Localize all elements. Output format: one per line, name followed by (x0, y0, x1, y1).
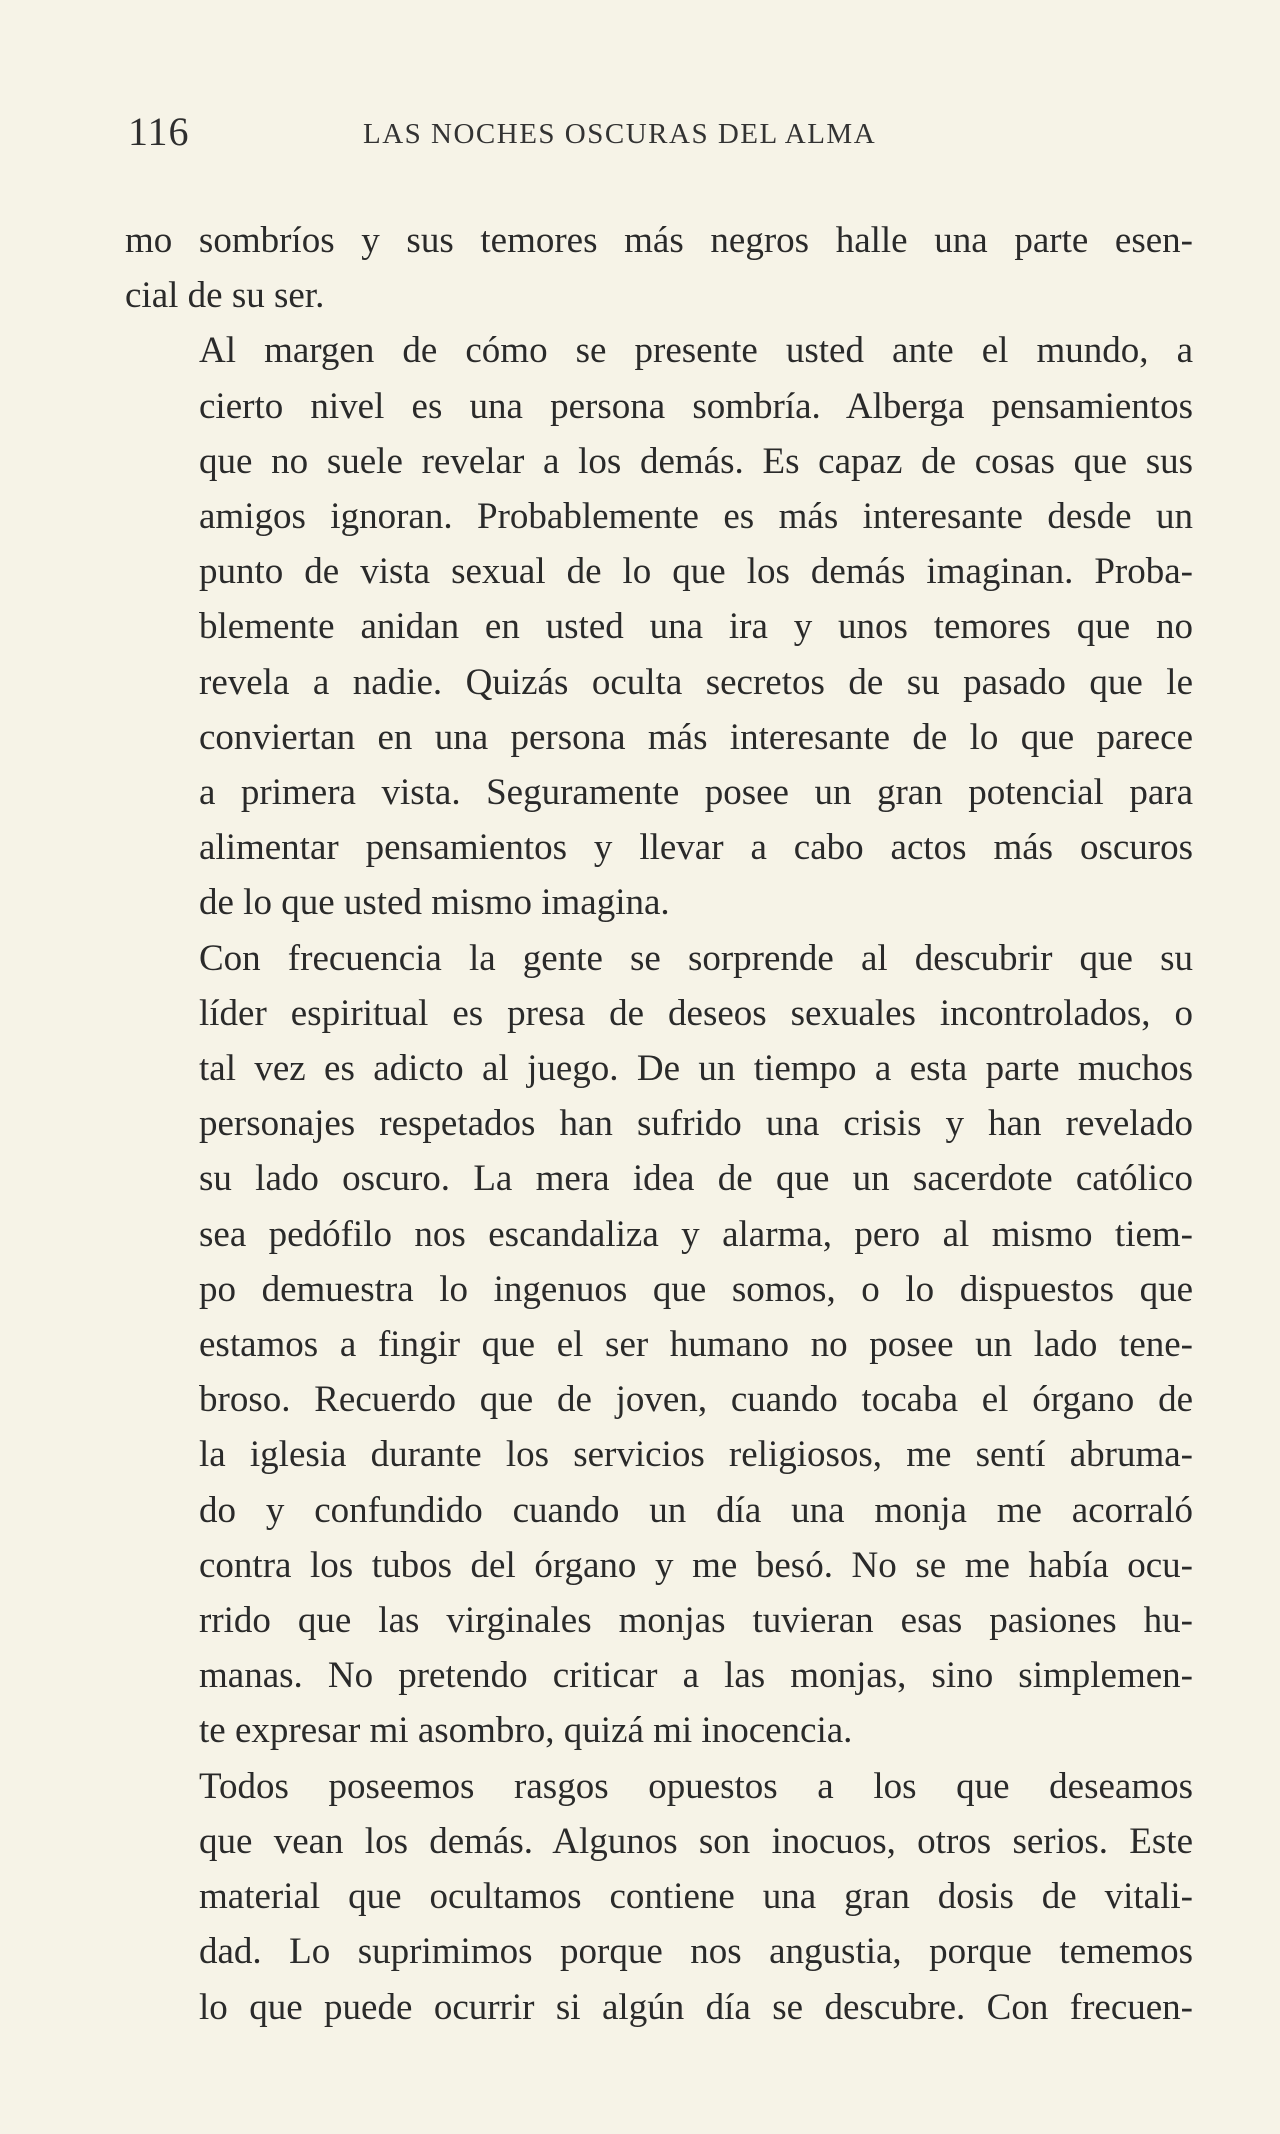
text-line: sea pedófilo nos escandaliza y alarma, pero al mismo tiem- (199, 1213, 1193, 1255)
paragraph (125, 213, 1193, 323)
text-line: material que ocultamos contiene una gran dosis de vitali- (199, 1876, 1193, 1918)
text-line: punto de vista sexual de lo que los demás imaginan. Proba- (199, 551, 1193, 593)
text-line: cierto nivel es una persona sombría. Alberga pensamientos (199, 385, 1193, 427)
text-line: cial de su ser. (125, 275, 325, 317)
running-head (128, 108, 1188, 158)
text-line: líder espiritual es presa de deseos sexuales incontrolados, o (199, 992, 1193, 1034)
text-line: Al margen de cómo se presente usted ante el mundo, a (199, 330, 1193, 372)
book-title: LAS NOCHES OSCURAS DEL ALMA (363, 118, 877, 150)
page-number: 116 (128, 109, 190, 154)
text-line: Con frecuencia la gente se sorprende al descubrir que su (199, 937, 1193, 979)
text-line: do y confundido cuando un día una monja me acorraló (199, 1489, 1193, 1531)
text-line: manas. No pretendo criticar a las monjas, sino simplemen- (199, 1655, 1193, 1697)
text-line: amigos ignoran. Probablemente es más interesante desde un (199, 496, 1193, 538)
text-line: que vean los demás. Algunos son inocuos, otros serios. Este (199, 1820, 1193, 1862)
text-line: broso. Recuerdo que de joven, cuando tocaba el órgano de (199, 1379, 1193, 1421)
text-line: la iglesia durante los servicios religiosos, me sentí abruma- (199, 1434, 1193, 1476)
body-text (125, 213, 1193, 2035)
text-line: Todos poseemos rasgos opuestos a los que deseamos (199, 1765, 1193, 1807)
text-line: contra los tubos del órgano y me besó. No se me había ocu- (199, 1544, 1193, 1586)
text-line: su lado oscuro. La mera idea de que un sacerdote católico (199, 1158, 1193, 1200)
paragraph (125, 931, 1193, 1759)
paragraph (125, 323, 1193, 930)
paragraph (125, 1759, 1193, 2035)
text-line: alimentar pensamientos y llevar a cabo actos más oscuros (199, 827, 1193, 869)
text-line: lo que puede ocurrir si algún día se descubre. Con frecuen- (199, 1986, 1193, 2028)
text-line: conviertan en una persona más interesante de lo que parece (199, 716, 1193, 758)
text-line: blemente anidan en usted una ira y unos temores que no (199, 606, 1193, 648)
text-line: que no suele revelar a los demás. Es capaz de cosas que sus (199, 440, 1193, 482)
text-line: de lo que usted mismo imagina. (199, 882, 670, 924)
text-line: te expresar mi asombro, quizá mi inocencia. (199, 1710, 853, 1752)
text-line: dad. Lo suprimimos porque nos angustia, porque tememos (199, 1931, 1193, 1973)
text-line: estamos a fingir que el ser humano no posee un lado tene- (199, 1324, 1193, 1366)
text-line: personajes respetados han sufrido una crisis y han revelado (199, 1103, 1193, 1145)
text-line: tal vez es adicto al juego. De un tiempo a esta parte muchos (199, 1048, 1193, 1090)
text-line: revela a nadie. Quizás oculta secretos de su pasado que le (199, 661, 1193, 703)
text-line: rrido que las virginales monjas tuvieran esas pasiones hu- (199, 1600, 1193, 1642)
text-line: mo sombríos y sus temores más negros halle una parte esen- (125, 220, 1193, 261)
text-line: po demuestra lo ingenuos que somos, o lo dispuestos que (199, 1268, 1193, 1310)
text-line: a primera vista. Seguramente posee un gran potencial para (199, 772, 1193, 814)
